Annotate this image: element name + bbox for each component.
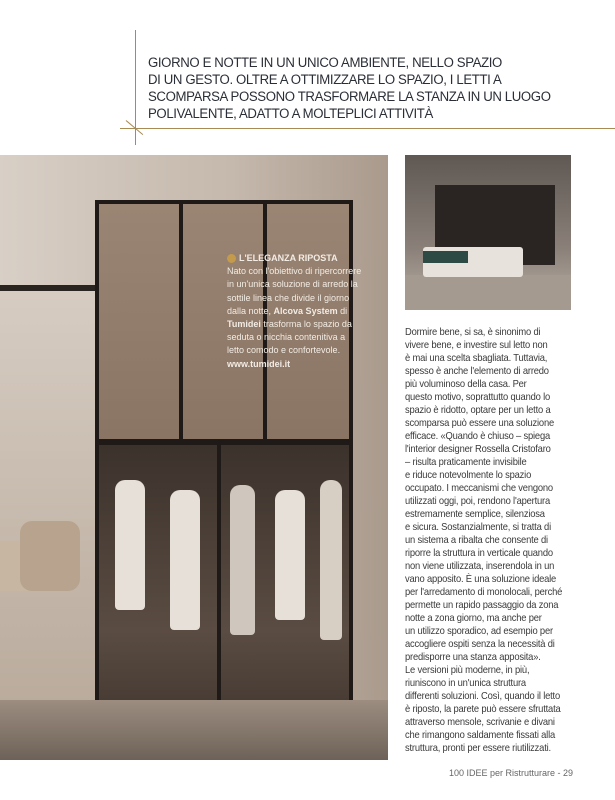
product-name: Alcova System (273, 305, 338, 316)
page-folio: 100 IDEE per Ristrutturare - 29 (448, 768, 573, 778)
wardrobe-bed-photo (0, 155, 388, 760)
bedroom-photo (405, 155, 571, 310)
bullet-dot-icon (227, 254, 236, 263)
niche-seat (0, 285, 101, 727)
product-callout (227, 252, 362, 371)
callout-title: L'ELEGANZA RIPOSTA (239, 253, 338, 263)
decorative-horizontal-rule (120, 128, 615, 129)
callout-text: Nato con l'obiettivo di ripercorrere in un'unica soluzione di arredo la sottile linea che divide il giorno dalla notte, Alcova System di Tumidei trasforma lo spazio da seduta o nicchia contenitiva a letto comodo e confortevole. (227, 266, 362, 356)
brand-name: Tumidei (227, 319, 261, 330)
brand-url-link[interactable]: www.tumidei.it (227, 358, 291, 369)
article-body: Dormire bene, si sa, è sinonimo di vivere bene, e investire sul letto non è mai una scelta sbagliata. Tuttavia, spesso è anche l'elemento di arredo più voluminoso della casa. Per questo motivo, soprattutto quando lo spazio è ridotto, optare per un letto a scomparsa può essere una soluzione efficace. «Quando è chiuso – spiega l'interior designer Rossella Cristofaro – risulta praticamente invisibile e riduce notevolmente lo spazio occupato. I meccanismi che vengono utilizzati oggi, poi, rendono l'apertura estremamente semplice, silenziosa e sicura. Sostanzialmente, si tratta di un sistema a ribalta che consente di riporre la struttura in verticale quando non viene utilizzata, inserendola in un vano apposito. È una soluzione ideale per l'arredamento di monolocali, perché permette un rapido passaggio da zona notte a zona giorno, ma anche per un utilizzo sporadico, ad esempio per accogliere ospiti senza la necessità di predisporre una stanza apposita». Le versioni più moderne, in più, riuniscono in un'unica struttura differenti soluzioni. Così, quando il letto è riposto, la parete può essere sfruttata attraverso mensole, scrivanie e divani che rimangono saldamente fissati alla struttura, pronti per essere riutilizzati. (405, 327, 563, 754)
headline: GIORNO E NOTTE IN UN UNICO AMBIENTE, NELLO SPAZIO DI UN GESTO. OLTRE A OTTIMIZZARE LO SPAZIO, I LETTI A SCOMPARSA POSSONO TRASFORMARE LA STANZA IN UN LUOGO POLIVALENTE, ADATTO A MOLTEPLICI ATTIVITÀ (148, 55, 551, 122)
